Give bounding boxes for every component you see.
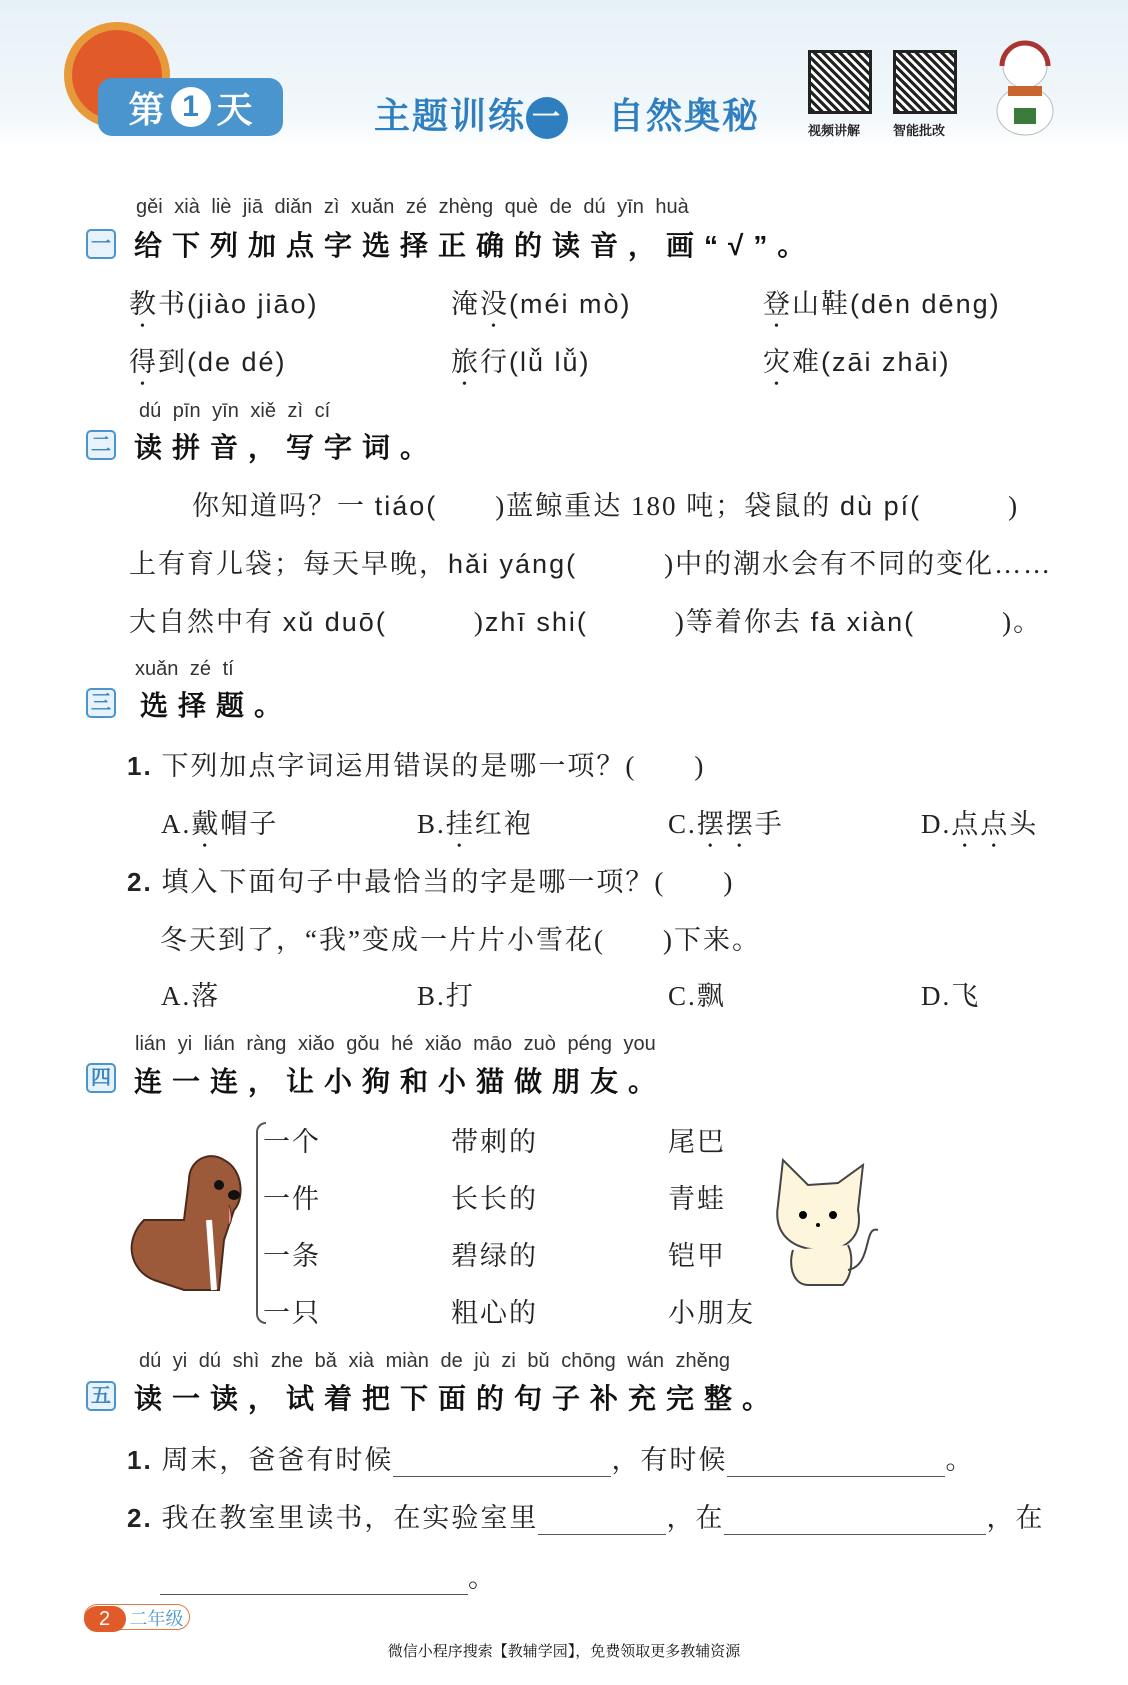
theme-label: 主题训练 bbox=[374, 95, 527, 136]
answer-blank[interactable] bbox=[921, 491, 1008, 521]
snowman-illustration bbox=[990, 36, 1060, 136]
option-text: 飞 bbox=[951, 981, 981, 1011]
day-suffix: 天 bbox=[216, 88, 253, 130]
day-badge bbox=[98, 78, 283, 136]
s3-title: 选择题。 bbox=[140, 690, 293, 721]
answer-blank[interactable] bbox=[437, 491, 495, 521]
qr-code-grading[interactable] bbox=[893, 50, 957, 114]
option-b[interactable] bbox=[417, 974, 475, 1013]
footer-note: 微信小程序搜索【教辅学园】，免费领取更多教辅资源 bbox=[387, 1643, 741, 1660]
page-number-badge bbox=[84, 1604, 190, 1630]
dotted-char: 教 bbox=[129, 289, 158, 319]
option-label: C. bbox=[668, 809, 697, 839]
option-label: B. bbox=[417, 809, 446, 839]
answer-line[interactable] bbox=[393, 1447, 611, 1477]
match-item-col3[interactable]: 铠甲 bbox=[668, 1241, 726, 1271]
match-item-col1[interactable]: 一件 bbox=[263, 1184, 321, 1214]
dotted-char: 登 bbox=[763, 289, 792, 319]
day-prefix: 第 bbox=[128, 88, 165, 130]
s4-pinyin: lián yi lián ràng xiǎo gǒu hé xiǎo māo zuò péng you bbox=[135, 1033, 656, 1055]
s4-title: 连一连，让小狗和小猫做朋友。 bbox=[134, 1066, 667, 1097]
topic-label: 自然奥秘 bbox=[608, 95, 761, 136]
pinyin-options: (lǚ lǚ) bbox=[509, 347, 591, 377]
option-rest: 手 bbox=[754, 809, 784, 839]
option-a[interactable] bbox=[161, 802, 278, 854]
dotted-chars: 点点 bbox=[951, 809, 1010, 839]
s2-line-3: 大自然中有 xǔ duō( )zhī shi( )等着你去 fā xiàn( )。 bbox=[129, 607, 1043, 637]
reading-choice-item[interactable] bbox=[763, 340, 951, 392]
theme-number: 一 bbox=[526, 97, 568, 139]
option-rest: 帽子 bbox=[220, 809, 279, 839]
day-number: 1 bbox=[171, 87, 211, 127]
pinyin-options: (zāi zhāi) bbox=[821, 347, 951, 377]
s1-pinyin: gěi xià liè jiā diǎn zì xuǎn zé zhèng què de dú yīn huà bbox=[136, 196, 689, 218]
section-1-icon: 一 bbox=[86, 229, 116, 259]
answer-line[interactable] bbox=[538, 1505, 666, 1535]
dotted-char: 得 bbox=[129, 347, 158, 377]
s3-pinyin: xuǎn zé tí bbox=[135, 658, 234, 680]
s2-line-1: 你知道吗？一 tiáo( )蓝鲸重达 180 吨；袋鼠的 dù pí( ) bbox=[192, 491, 1020, 521]
dotted-char: 灾 bbox=[763, 347, 792, 377]
answer-blank[interactable] bbox=[588, 607, 675, 637]
match-item-col3[interactable]: 青蛙 bbox=[668, 1184, 726, 1214]
pinyin-options: (méi mò) bbox=[509, 289, 632, 319]
word-suffix: 难 bbox=[792, 347, 821, 377]
answer-line[interactable] bbox=[724, 1505, 986, 1535]
option-rest: 头 bbox=[1009, 809, 1039, 839]
match-item-col3[interactable]: 尾巴 bbox=[668, 1127, 726, 1157]
dotted-char: 旅 bbox=[451, 347, 480, 377]
match-item-col2[interactable]: 长长的 bbox=[451, 1184, 538, 1214]
answer-line[interactable] bbox=[727, 1447, 945, 1477]
grade-label: 二年级 bbox=[129, 1609, 184, 1629]
s5-pinyin: dú yi dú shì zhe bǎ xià miàn de jù zi bǔ chōng wán zhěng bbox=[139, 1350, 730, 1372]
match-item-col3[interactable]: 小朋友 bbox=[668, 1298, 755, 1328]
option-c[interactable] bbox=[668, 974, 726, 1013]
page-title bbox=[374, 88, 760, 139]
pinyin-options: (jiào jiāo) bbox=[187, 289, 319, 319]
option-label: A. bbox=[161, 809, 192, 839]
word-suffix: 到 bbox=[158, 347, 187, 377]
option-label: C. bbox=[668, 981, 697, 1011]
dotted-chars: 摆摆 bbox=[696, 809, 755, 839]
s5-question-2-cont: 。 bbox=[160, 1556, 497, 1595]
reading-choice-item[interactable] bbox=[451, 282, 632, 334]
cat-illustration bbox=[763, 1155, 888, 1290]
s3-question-1: 1. 下列加点字词运用错误的是哪一项？( ) bbox=[127, 751, 706, 781]
reading-choice-item[interactable] bbox=[763, 282, 1001, 334]
qr-grading-label: 智能批改 bbox=[893, 123, 946, 138]
option-label: A. bbox=[161, 981, 192, 1011]
match-item-col1[interactable]: 一个 bbox=[263, 1127, 321, 1157]
pinyin-options: (de dé) bbox=[187, 347, 287, 377]
option-text: 落 bbox=[191, 981, 221, 1011]
reading-choice-item[interactable] bbox=[451, 340, 591, 392]
answer-blank[interactable] bbox=[915, 607, 1002, 637]
dog-illustration bbox=[124, 1150, 254, 1295]
match-item-col1[interactable]: 一条 bbox=[263, 1241, 321, 1271]
section-5-icon: 五 bbox=[86, 1381, 116, 1411]
option-label: D. bbox=[921, 981, 952, 1011]
option-d[interactable] bbox=[921, 974, 980, 1013]
answer-blank[interactable] bbox=[577, 549, 664, 579]
option-text: 打 bbox=[445, 981, 475, 1011]
s5-question-2: 2. 我在教室里读书，在实验室里 ，在 ，在 bbox=[127, 1503, 1045, 1533]
s2-pinyin: dú pīn yīn xiě zì cí bbox=[139, 400, 331, 422]
match-item-col2[interactable]: 粗心的 bbox=[451, 1298, 538, 1328]
section-3-icon: 三 bbox=[86, 688, 116, 718]
match-item-col2[interactable]: 带刺的 bbox=[451, 1127, 538, 1157]
option-a[interactable] bbox=[161, 974, 220, 1013]
match-item-col2[interactable]: 碧绿的 bbox=[451, 1241, 538, 1271]
option-d[interactable] bbox=[921, 802, 1038, 854]
s1-title: 给下列加点字选择正确的读音，画“√”。 bbox=[134, 230, 816, 261]
s5-question-1: 1. 周末，爸爸有时候 ，有时候 。 bbox=[127, 1445, 975, 1475]
match-item-col1[interactable]: 一只 bbox=[263, 1298, 321, 1328]
word-suffix: 书 bbox=[158, 289, 187, 319]
option-rest: 红袍 bbox=[474, 809, 533, 839]
word-suffix: 山鞋 bbox=[792, 289, 850, 319]
answer-blank[interactable] bbox=[387, 607, 474, 637]
reading-choice-item[interactable] bbox=[129, 340, 287, 392]
pinyin-options: (dēn dēng) bbox=[850, 289, 1001, 319]
option-b[interactable] bbox=[417, 802, 533, 854]
s3-q2-sentence: 冬天到了，“我”变成一片片小雪花( )下来。 bbox=[160, 925, 761, 955]
page-number: 2 bbox=[84, 1606, 126, 1632]
dotted-chars: 挂 bbox=[445, 809, 475, 839]
s2-title: 读拼音，写字词。 bbox=[134, 432, 439, 463]
section-2-icon: 二 bbox=[86, 430, 116, 460]
reading-choice-item[interactable] bbox=[129, 282, 319, 334]
word-prefix: 淹 bbox=[451, 289, 480, 319]
qr-video-label: 视频讲解 bbox=[808, 123, 861, 138]
section-4-icon: 四 bbox=[86, 1063, 116, 1093]
s3-question-2: 2. 填入下面句子中最恰当的字是哪一项？( ) bbox=[127, 867, 735, 897]
option-c[interactable] bbox=[668, 802, 784, 854]
qr-code-video[interactable] bbox=[808, 50, 872, 114]
dotted-char: 没 bbox=[480, 289, 509, 319]
option-label: B. bbox=[417, 981, 446, 1011]
dotted-chars: 戴 bbox=[191, 809, 221, 839]
s2-line-2: 上有育儿袋；每天早晚，hǎi yáng( )中的潮水会有不同的变化…… bbox=[129, 549, 1053, 579]
option-label: D. bbox=[921, 809, 952, 839]
option-text: 飘 bbox=[696, 981, 726, 1011]
word-suffix: 行 bbox=[480, 347, 509, 377]
s5-title: 读一读，试着把下面的句子补充完整。 bbox=[134, 1383, 781, 1414]
answer-line[interactable] bbox=[160, 1565, 468, 1595]
